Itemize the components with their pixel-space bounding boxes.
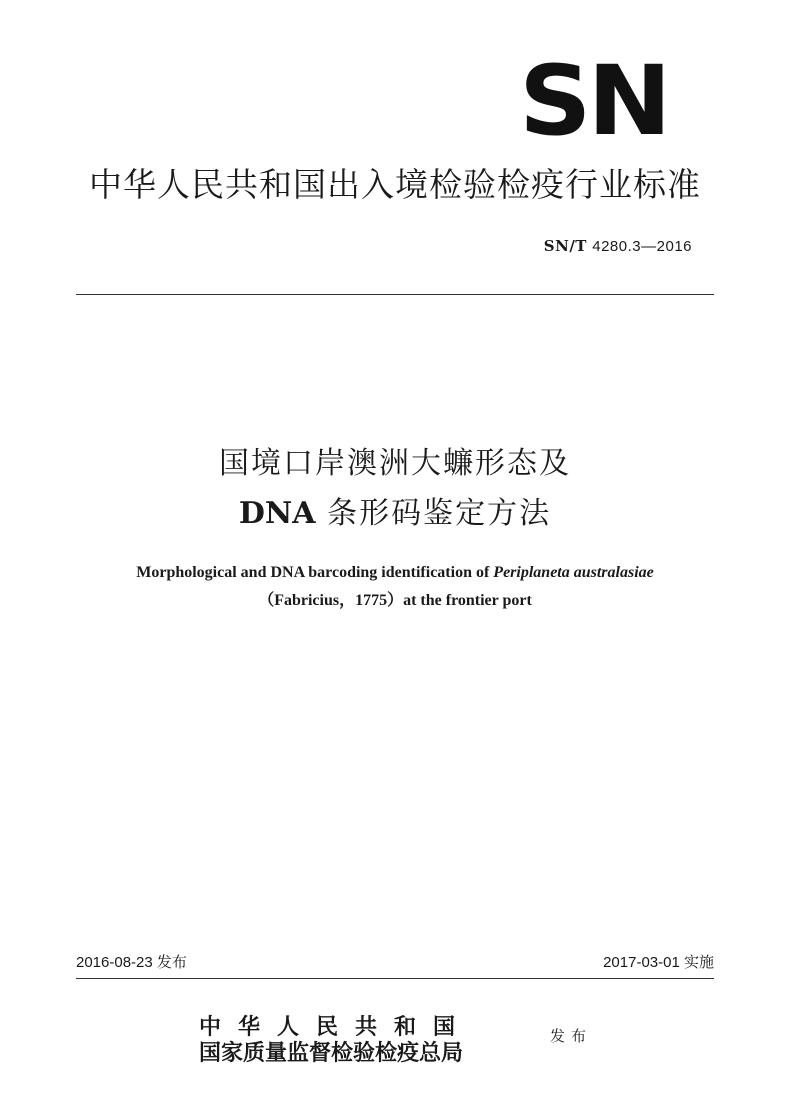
issuer-line-1: 中华人民共和国: [199, 1014, 473, 1040]
english-title-main: Morphological and DNA barcoding identification of: [136, 564, 494, 581]
standard-number-value: 4280.3—2016: [592, 238, 692, 255]
top-divider: [76, 294, 714, 295]
chinese-title-dna: DNA: [238, 496, 316, 531]
sn-logo: SN: [519, 45, 668, 157]
implementation-date: 2017-03-01 实施: [603, 954, 714, 971]
issuing-authorities: [199, 1014, 472, 1066]
standard-number: [544, 235, 692, 258]
bottom-divider: [76, 978, 714, 979]
standard-number-prefix: SN/T: [543, 237, 587, 255]
chinese-title-line-2: [0, 492, 790, 536]
english-title-line-1: [0, 562, 790, 584]
chinese-title-line-2-rest: 条形码鉴定方法: [315, 496, 552, 531]
english-title-species: Periplaneta australasiae: [493, 564, 654, 581]
organization-title: 中华人民共和国出入境检验检疫行业标准: [89, 165, 701, 204]
issue-word: 发布: [550, 1027, 593, 1045]
issue-date: 2016-08-23 发布: [76, 954, 187, 971]
issuer-line-2: 国家质量监督检验检疫总局: [199, 1040, 464, 1066]
english-title-line-2: （Fabricius，1775）at the frontier port: [258, 592, 532, 609]
chinese-title-line-1: 国境口岸澳洲大蠊形态及: [219, 446, 571, 481]
